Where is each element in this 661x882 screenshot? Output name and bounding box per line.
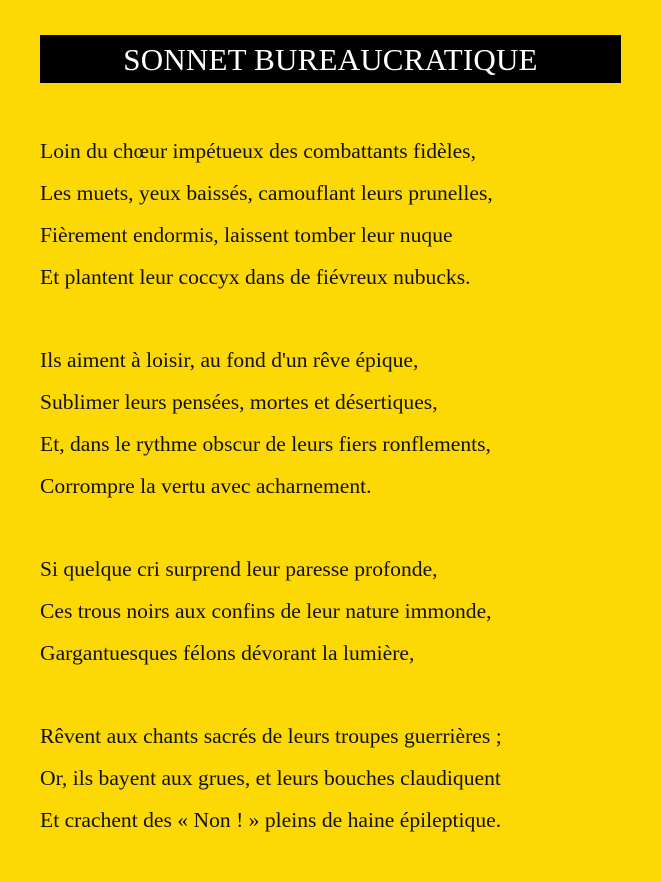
poem-line: Or, ils bayent aux grues, et leurs bouches claudiquent <box>40 766 501 790</box>
poem-line: Les muets, yeux baissés, camouflant leurs prunelles, <box>40 181 493 205</box>
poem-line: Et crachent des « Non ! » pleins de haine épileptique. <box>40 808 502 832</box>
poem-line: Ces trous noirs aux confins de leur nature immonde, <box>40 599 492 623</box>
poem-line: Gargantuesques félons dévorant la lumière, <box>40 641 415 665</box>
stanza-4 <box>40 715 640 841</box>
poem-line: Si quelque cri surprend leur paresse profonde, <box>40 557 438 581</box>
poem-line: Et plantent leur coccyx dans de fiévreux nubucks. <box>40 265 471 289</box>
poem-line: Corrompre la vertu avec acharnement. <box>40 474 372 498</box>
poem-line: Et, dans le rythme obscur de leurs fiers ronflements, <box>40 432 491 456</box>
poem-title: SONNET BUREAUCRATIQUE <box>123 41 538 77</box>
poem-line: Loin du chœur impétueux des combattants fidèles, <box>40 139 476 163</box>
title-banner <box>40 35 621 83</box>
poem-body <box>40 130 640 882</box>
poem-line: Fièrement endormis, laissent tomber leur nuque <box>40 223 453 247</box>
poem-line: Rêvent aux chants sacrés de leurs troupes guerrières ; <box>40 724 502 748</box>
poem-line: Ils aiment à loisir, au fond d'un rêve épique, <box>40 348 419 372</box>
poem-line: Sublimer leurs pensées, mortes et désertiques, <box>40 390 438 414</box>
stanza-2 <box>40 339 640 507</box>
stanza-1 <box>40 130 640 298</box>
stanza-3 <box>40 548 640 674</box>
